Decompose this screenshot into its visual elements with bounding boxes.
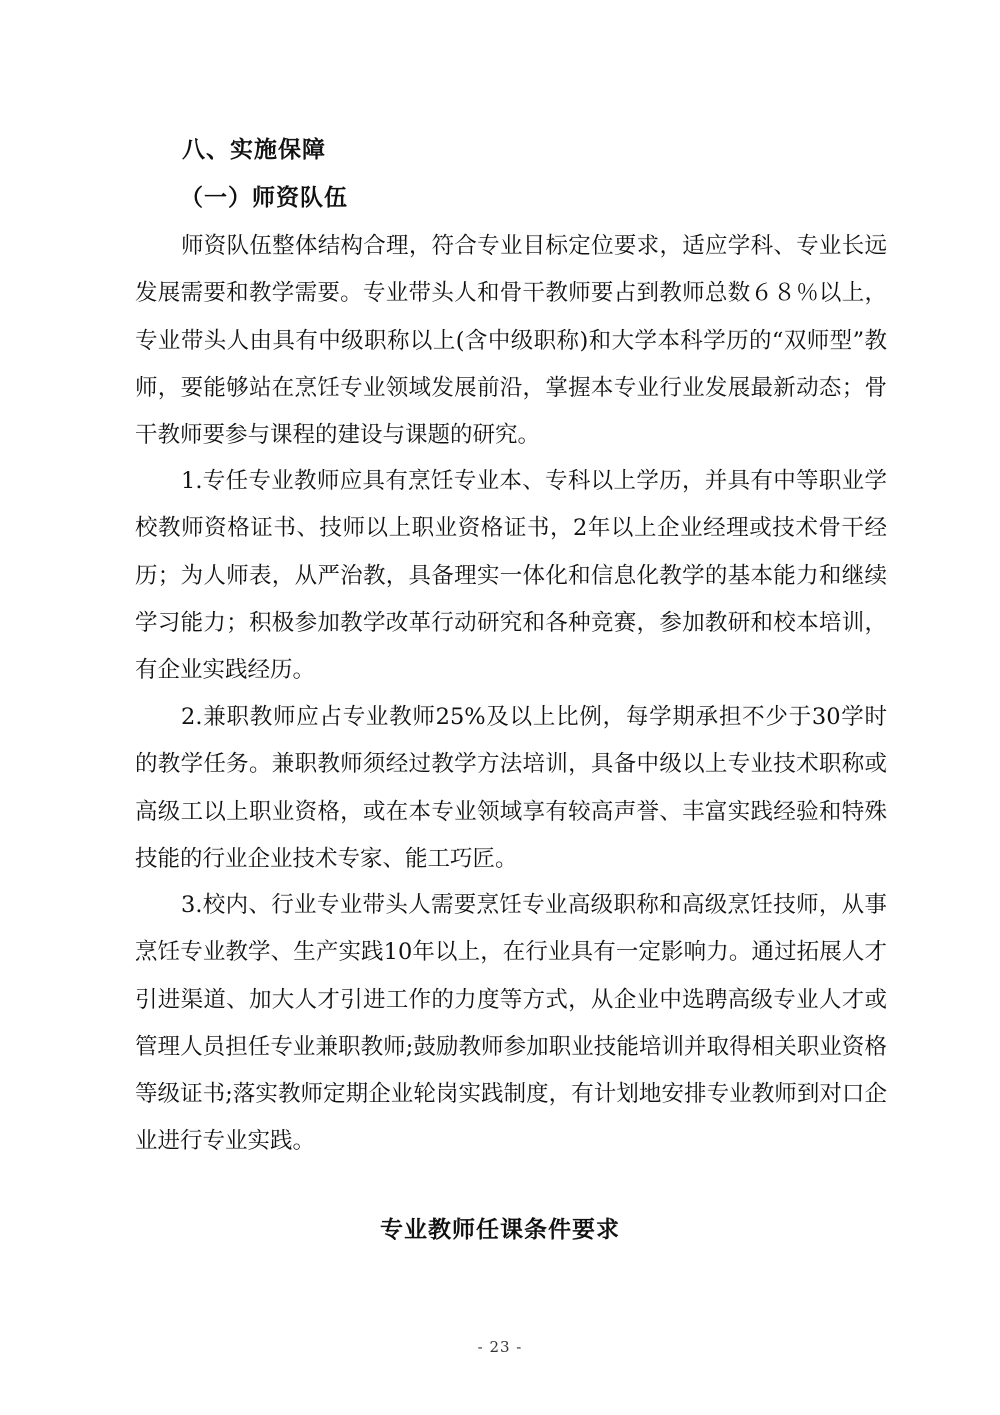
paragraph-item-3: 3.校内、行业专业带头人需要烹饪专业高级职称和高级烹饪技师，从事烹饪专业教学、生产实践10年以上，在行业具有一定影响力。通过拓展人才引进渠道、加大人才引进工作的力度等方式，从企业中选聘高级专业人才或管理人员担任专业兼职教师;鼓励教师参加职业技能培训并取得相关职业资格等级证书;落实教师定期企业轮岗实践制度，有计划地安排专业教师到对口企业进行专业实践。 — [135, 892, 887, 1155]
paragraph-intro: 师资队伍整体结构合理，符合专业目标定位要求，适应学科、专业长远发展需要和教学需要。专业带头人和骨干教师要占到教师总数６８％以上，专业带头人由具有中级职称以上(含中级职称)和大学本科学历的“双师型”教师，要能够站在烹饪专业领域发展前沿，掌握本专业行业发展最新动态；骨干教师要参与课程的建设与课题的研究。 — [135, 233, 887, 449]
table-caption: 专业教师任课条件要求 — [380, 1216, 620, 1243]
page-number: - 23 - — [477, 1338, 523, 1356]
subsection-title: （一）师资队伍 — [180, 184, 348, 211]
paragraph-item-2: 2.兼职教师应占专业教师25%及以上比例，每学期承担不少于30学时的教学任务。兼职教师须经过教学方法培训，具备中级以上专业技术职称或高级工以上职业资格，或在本专业领域享有较高声誉、丰富实践经验和特殊技能的行业企业技术专家、能工巧匠。 — [135, 704, 887, 872]
paragraph-item-1: 1.专任专业教师应具有烹饪专业本、专科以上学历，并具有中等职业学校教师资格证书、技师以上职业资格证书，2年以上企业经理或技术骨干经历；为人师表，从严治教，具备理实一体化和信息化教学的基本能力和继续学习能力；积极参加教学改革行动研究和各种竞赛，参加教研和校本培训，有企业实践经历。 — [135, 468, 887, 684]
section-title: 八、实施保障 — [182, 136, 326, 163]
